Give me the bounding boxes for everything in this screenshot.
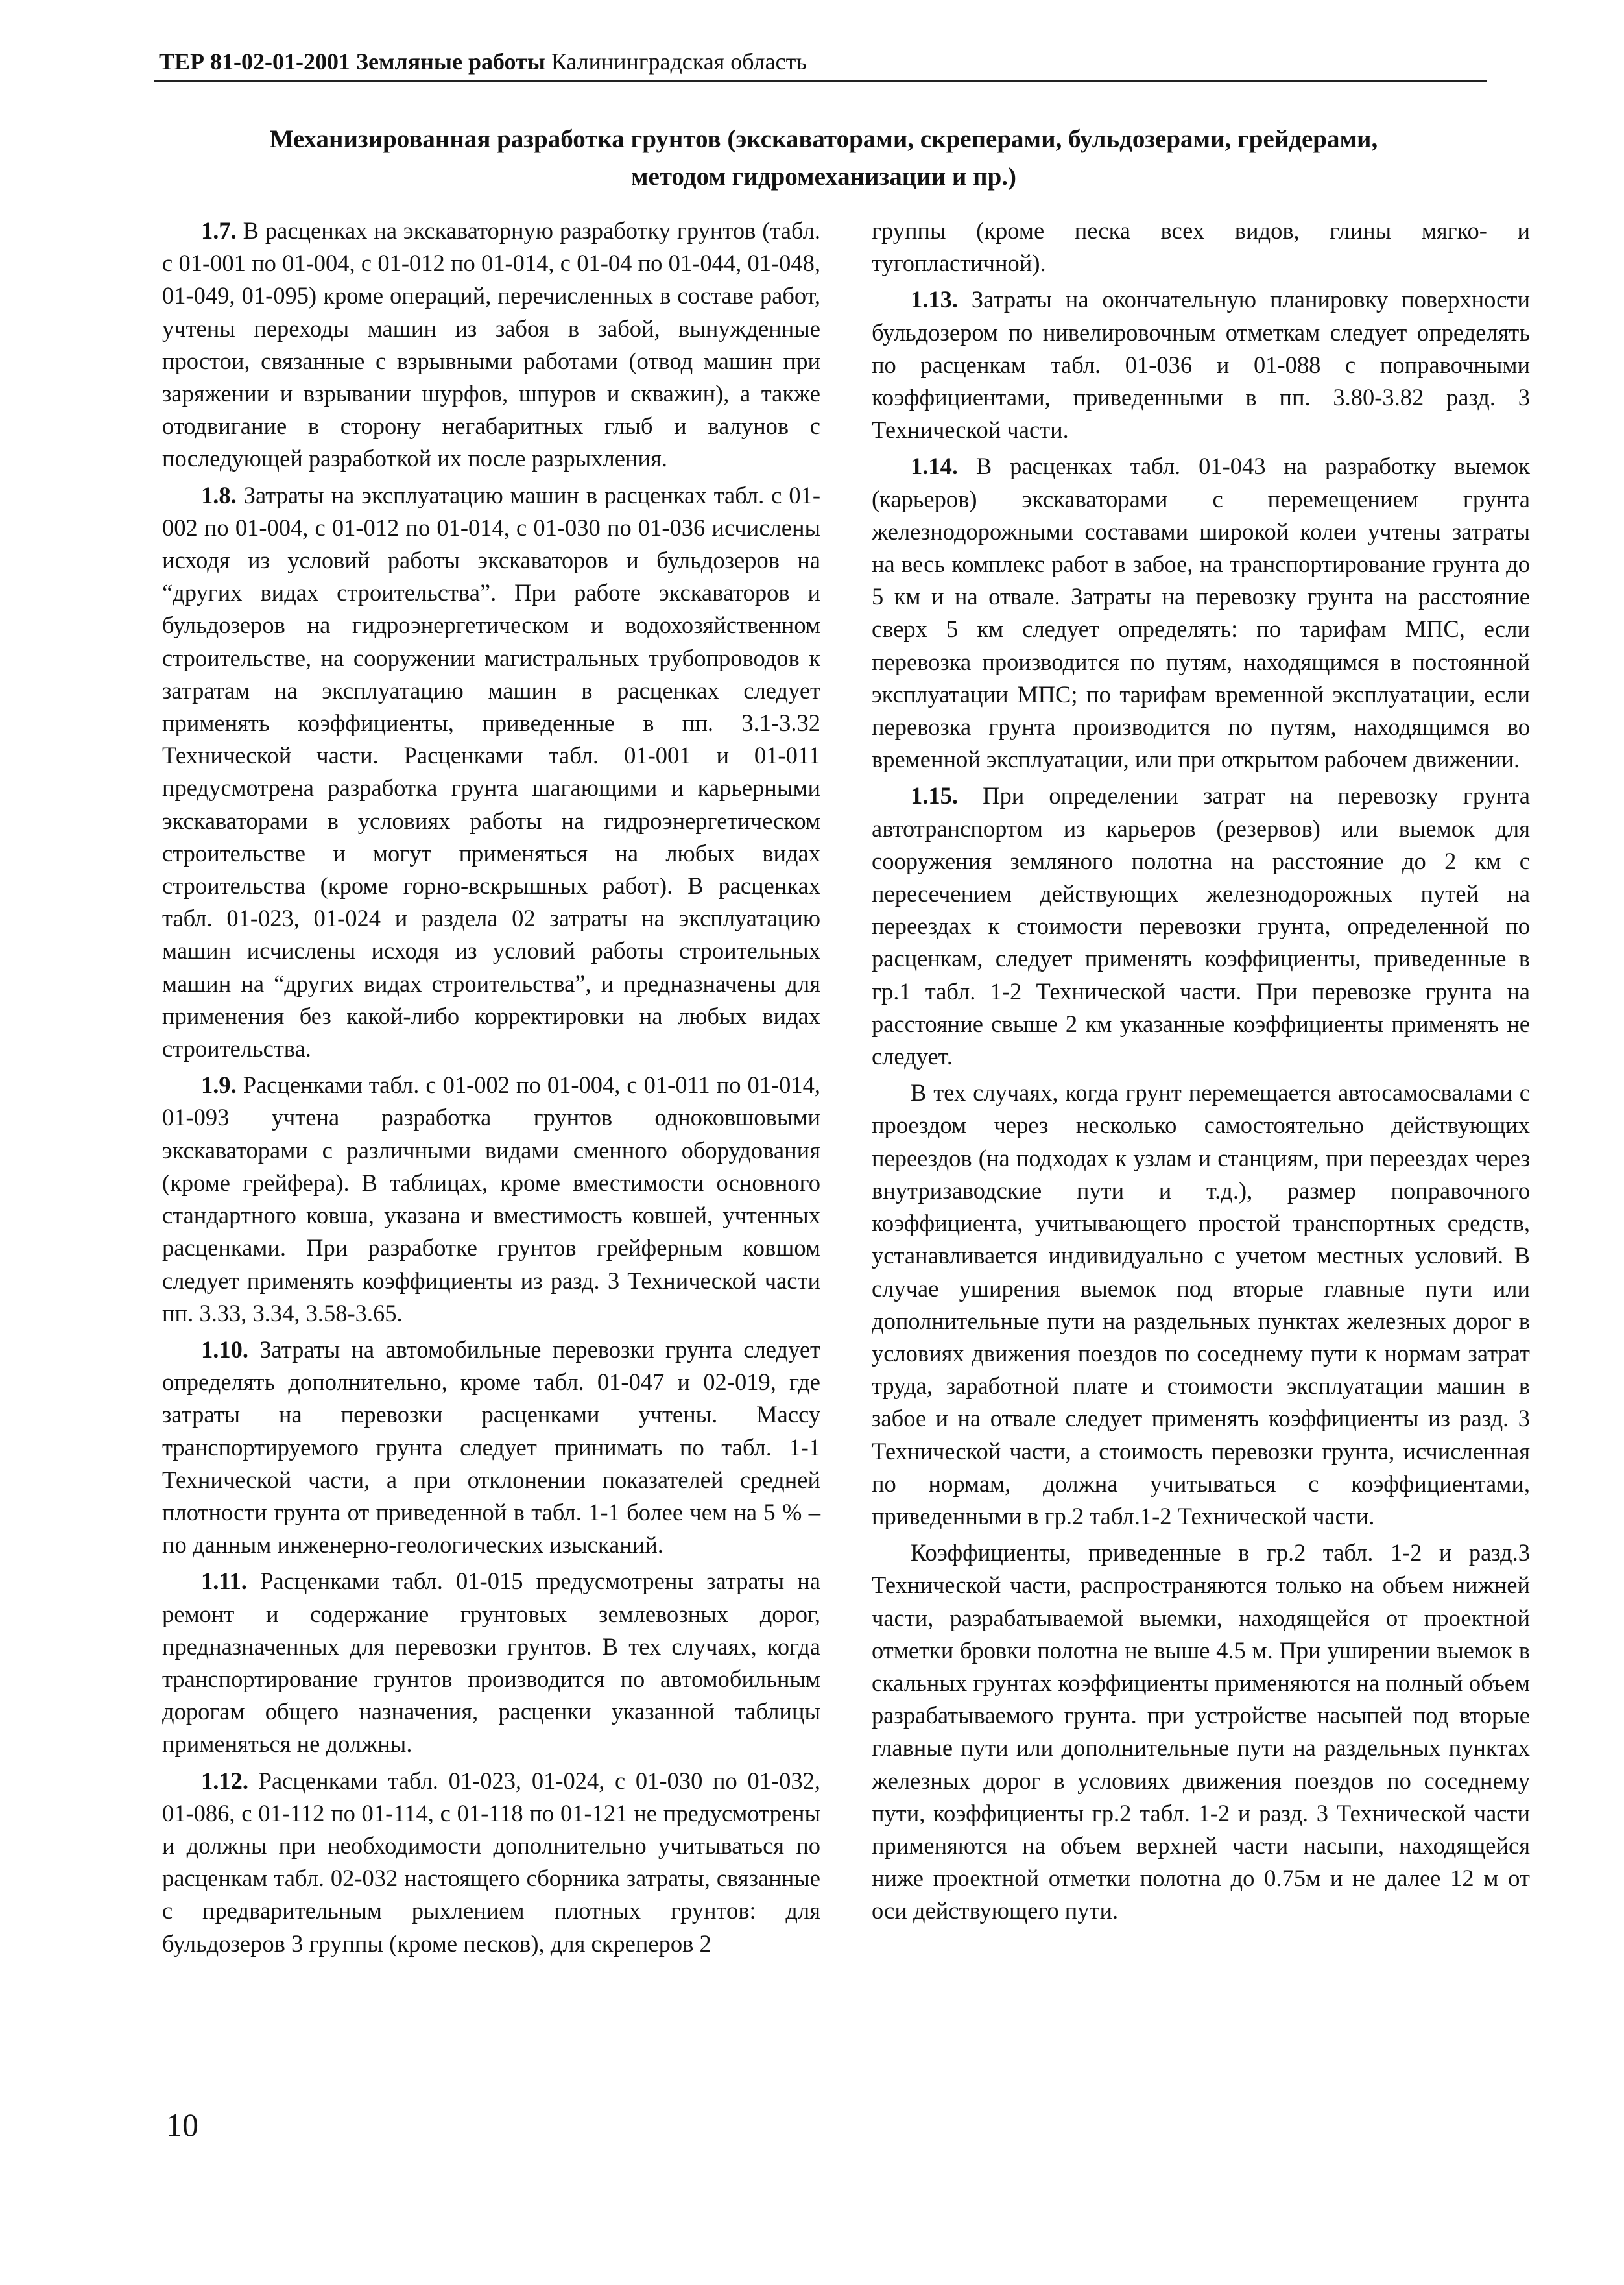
paragraph-cases: В тех случаях, когда грунт перемещается автосамосвалами с проездом через несколько самостоятельно действующих переездов (на подходах к узлам и станциям, при переездах через внутризаводские пути и т.д.), размер поправочного коэффициента, учитывающего простой транспортных средств, устанавливается индивидуально с учетом местных условий. В случае уширения выемок под вторые главные пути или дополнительные пути на раздельных пунктах железных дорог в условиях движения поездов по соседнему пути к нормам затрат труда, заработной плате и стоимости эксплуатации машин в забое и на отвале следует применять коэффициенты из разд. 3 Технической части, а стоимость перевозки грунта, исчисленная по нормам, должна учитываться с коэффициентами, приведенными в гр.2 табл.1-2 Технической части. — [872, 1079, 1530, 1529]
paragraph-number: 1.14. — [911, 453, 958, 480]
paragraph-text: В расценках табл. 01-043 на разработку выемок (карьеров) экскаваторами с перемещением грунта железнодорожными составами широкой колеи учтены затраты на весь комплекс работ в забое, на транспортирование грунта до 5 км и на отвале. Затраты на перевозку грунта на расстояние сверх 5 км следует определять: по тарифам МПС, если перевозка производится по путям, находящимся в постоянной эксплуатации МПС; по тарифам временной эксплуатации, если перевозка грунта производится по путям, находящимся во временной эксплуатации, или при открытом рабочем движении. — [872, 453, 1530, 773]
paragraph-text: Расценками табл. 01-023, 01-024, с 01-030 по 01-032, 01-086, с 01-112 по 01-114, с 01-118 по 01-121 не предусмотрены и должны при необходимости дополнительно учитываться по расценкам табл. 02-032 настоящего сборника затраты, связанные с предварительным рыхлением плотных грунтов: для бульдозеров 3 группы (кроме песков), для скреперов 2 — [162, 1767, 820, 1957]
paragraph-number: 1.13. — [911, 286, 958, 313]
paragraph-1-8 — [162, 479, 820, 1066]
paragraph-1-11 — [162, 1565, 820, 1760]
paragraph-number: 1.11. — [201, 1568, 247, 1595]
section-title-line-1: Механизированная разработка грунтов (экскаваторами, скреперами, бульдозерами, грейдерами, — [269, 125, 1378, 153]
paragraph-text: Затраты на эксплуатацию машин в расценках табл. с 01-002 по 01-004, с 01-012 по 01-014, с 01-030 по 01-036 исчислены исходя из условий работы экскаваторов и бульдозеров на “других видах строительства”. При работе экскаваторов и бульдозеров на гидроэнергетическом и водохозяйственном строительстве, на сооружении магистральных трубопроводов к затратам на эксплуатацию машин в расценках следует применять коэффициенты, приведенные в пп. 3.1-3.32 Технической части. Расценками табл. 01-001 и 01-011 предусмотрена разработка грунта шагающими и карьерными экскаваторами в условиях работы на гидроэнергетическом строительстве и могут применяться на любых видах строительства (кроме горно-вскрышных работ). В расценках табл. 01-023, 01-024 и раздела 02 затраты на эксплуатацию машин исчислены исходя из условий работы строительных машин на “других видах строительства”, и предназначены для применения без какой-либо корректировки на любых видах строительства. — [162, 481, 820, 1062]
paragraph-1-9 — [162, 1069, 820, 1330]
paragraph-text: Расценками табл. 01-015 предусмотрены затраты на ремонт и содержание грунтовых землевозных дорог, предназначенных для перевозки грунтов. В тех случаях, когда транспортирование грунтов производится по автомобильным дорогам общего назначения, расценки указанной таблицы применяться не должны. — [162, 1568, 820, 1758]
header-document-code: ТЕР 81-02-01-2001 Земляные работы — [159, 49, 545, 75]
paragraph-1-13 — [872, 283, 1530, 446]
paragraph-1-14 — [872, 450, 1530, 776]
section-title — [195, 121, 1453, 196]
paragraph-1-10 — [162, 1334, 820, 1561]
section-title-line-2: методом гидромеханизации и пр.) — [630, 163, 1017, 191]
paragraph-number: 1.10. — [201, 1335, 248, 1363]
paragraph-1-12-continued: группы (кроме песка всех видов, глины мягко- и тугопластичной). — [872, 217, 1530, 277]
running-header — [159, 48, 807, 75]
header-rule — [154, 80, 1487, 82]
paragraph-number: 1.9. — [201, 1071, 237, 1099]
paragraph-text: Затраты на автомобильные перевозки грунта следует определять дополнительно, кроме табл. 01-047 и 02-019, где затраты на перевозки расценками учтены. Массу транспортируемого грунта следует принимать по табл. 1-1 Технической части, а при отклонении показателей средней плотности грунта от приведенной в табл. 1-1 более чем на 5 % – по данным инженерно-геологических изысканий. — [162, 1335, 820, 1559]
paragraph-text: Расценками табл. с 01-002 по 01-004, с 01-011 по 01-014, 01-093 учтена разработка грунтов одноковшовыми экскаваторами с различными видами сменного оборудования (кроме грейфера). В таблицах, кроме вместимости основного стандартного ковша, указана и вместимость ковшей, учтенных расценками. При разработке грунтов грейферным ковшом следует применять коэффициенты из разд. 3 Технической части пп. 3.33, 3.34, 3.58-3.65. — [162, 1071, 820, 1326]
paragraph-1-15 — [872, 780, 1530, 1073]
paragraph-coefficients: Коэффициенты, приведенные в гр.2 табл. 1-2 и разд.3 Технической части, распространяются только на объем нижней части, разрабатываемой выемки, находящейся от проектной отметки бровки полотна не выше 4.5 м. При уширении выемок в скальных грунтах коэффициенты применяются на полный объем разрабатываемого грунта. при устройстве насыпей под вторые главные пути или дополнительные пути на раздельных пунктах железных дорог в условиях движения поездов по соседнему пути, коэффициенты гр.2 табл. 1-2 и разд. 3 Технической части применяются на объем верхней части насыпи, находящейся ниже проектной отметки полотна до 0.75м и не далее 12 м от оси действующего пути. — [872, 1539, 1530, 1924]
paragraph-number: 1.12. — [201, 1767, 248, 1794]
left-column — [162, 215, 820, 1964]
page-number: 10 — [166, 2107, 198, 2143]
header-region: Калининградская область — [551, 49, 807, 75]
paragraph-1-12 — [162, 1765, 820, 1960]
paragraph-text: При определении затрат на перевозку грунта автотранспортом из карьеров (резервов) или выемок для сооружения земляного полотна на расстояние до 2 км с пересечением действующих железнодорожных путей на переездах к стоимости перевозки грунта, определенной по расценкам, следует применять коэффициенты, приведенные в гр.1 табл. 1-2 Технической части. При перевозке грунта на расстояние свыше 2 км указанные коэффициенты применять не следует. — [872, 782, 1530, 1070]
right-column — [872, 215, 1530, 1932]
paragraph-text: Затраты на окончательную планировку поверхности бульдозером по нивелировочным отметкам следует определять по расценкам табл. 01-036 и 01-088 с поправочными коэффициентами, приведенными в пп. 3.80-3.82 разд. 3 Технической части. — [872, 286, 1530, 444]
paragraph-number: 1.8. — [201, 481, 237, 508]
paragraph-number: 1.15. — [911, 782, 958, 809]
paragraph-1-7 — [162, 215, 820, 475]
paragraph-number: 1.7. — [201, 217, 237, 244]
paragraph-text: В расценках на экскаваторную разработку грунтов (табл. с 01-001 по 01-004, с 01-012 по 01-014, с 01-04 по 01-044, 01-048, 01-049, 01-095) кроме операций, перечисленных в составе работ, учтены переходы машин из забоя в забой, вынужденные простои, связанные с взрывными работами (отвод машин при заряжении и взрывании шурфов, шпуров и скважин), а также отодвигание в сторону негабаритных глыб и валунов с последующей разработкой их после разрыхления. — [162, 217, 820, 472]
